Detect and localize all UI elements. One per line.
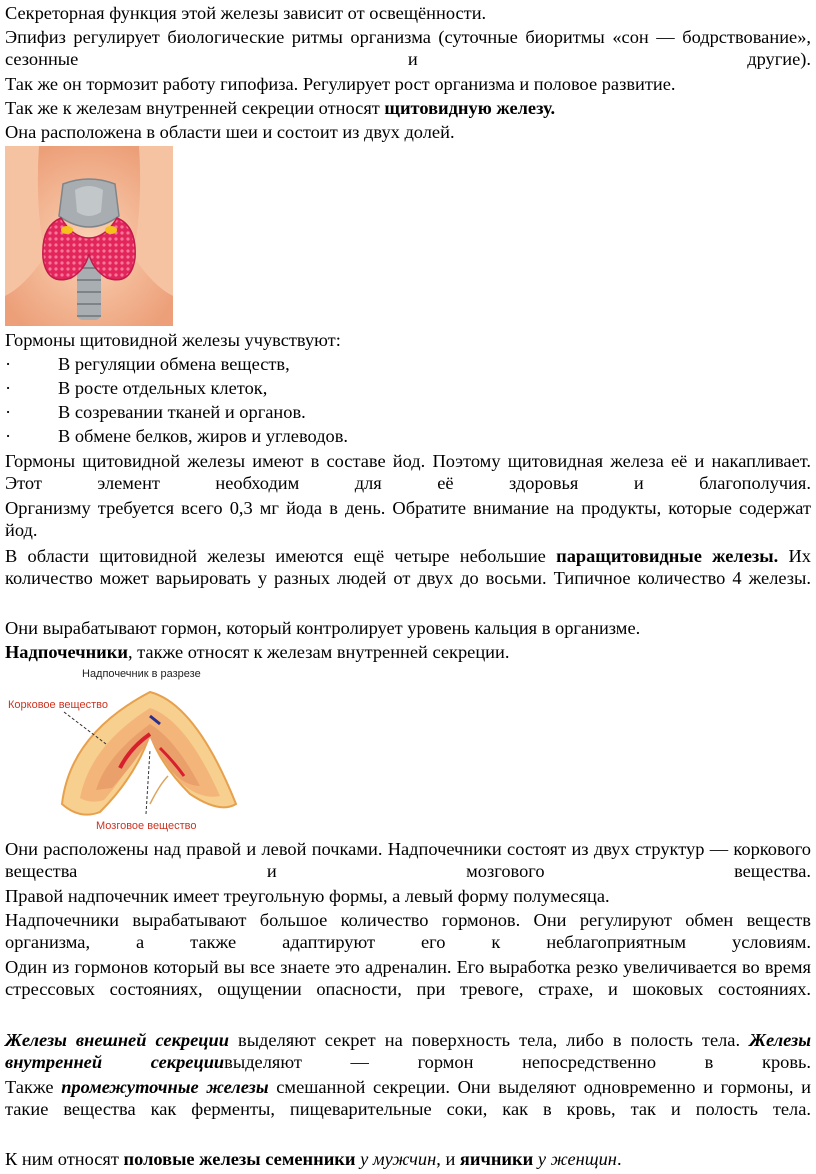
paragraph-adrenal-shape: Правой надпочечник имеет треугольную формы, а левый форму полумесяца. — [5, 886, 610, 906]
label-medulla: Мозговое вещество — [96, 820, 197, 832]
paragraph-pineal-light: Секреторная функция этой железы зависит от освещённости. — [5, 3, 487, 23]
thyroid-illustration — [5, 146, 173, 326]
list-item: · В росте отдельных клеток, — [5, 378, 268, 398]
adrenal-illustration — [0, 664, 250, 834]
paragraph-calcium: Они вырабатывают гормон, который контролирует уровень кальция в организме. — [5, 618, 641, 638]
paragraph-iodine-dose: Организму требуется всего 0,3 мг йода в день. Обратите внимание на продукты, которые содержат йод. — [5, 498, 811, 541]
paragraph-adrenal-location: Они расположены над правой и левой почками. Надпочечники состоят из двух структур — коркового вещества и мозгового вещества. — [5, 839, 811, 882]
list-item: · В регуляции обмена веществ, — [5, 354, 290, 374]
paragraph-thyroid-hormones: Гормоны щитовидной железы учувствуют: — [5, 330, 341, 350]
paragraph-adrenal-hormones: Надпочечники вырабатывают большое количество гормонов. Они регулируют обмен веществ организма, а также адаптируют его к неблагоприятным условиям. — [5, 910, 811, 953]
paragraph-adrenaline: Один из гормонов который вы все знаете это адреналин. Его выработка резко увеличивается во время стрессовых состояниях, ощущении опасности, при тревоге, страхе, и шоковых состояниях. — [5, 957, 811, 1000]
paragraph-sex-glands: К ним относят половые железы семенники у мужчин, и яичники у женщин. — [5, 1149, 622, 1169]
list-item: · В обмене белков, жиров и углеводов. — [5, 426, 349, 446]
paragraph-thyroid-location: Она расположена в области шеи и состоит из двух долей. — [5, 122, 455, 142]
list-item: · В созревании тканей и органов. — [5, 402, 306, 422]
paragraph-epiphysis-rhythms: Эпифиз регулирует биологические ритмы организма (суточные биоритмы «сон — бодрствование», сезонные и другие). — [5, 27, 811, 70]
label-cortex: Корковое вещество — [8, 699, 108, 711]
paragraph-pituitary: Так же он тормозит работу гипофиза. Регулирует рост организма и половое развитие. — [5, 74, 676, 94]
paragraph-thyroid-intro: Так же к железам внутренней секреции относят щитовидную железу. — [5, 98, 556, 118]
figure-title: Надпочечник в разрезе — [82, 668, 201, 680]
paragraph-mixed-glands: Также промежуточные железы смешанной секреции. Они выделяют одновременно и гормоны, и такие вещества как ферменты, пищеварительные соки, как в кровь, так и полость тела. — [5, 1077, 811, 1120]
adrenal-section-drawing — [0, 664, 250, 834]
paragraph-parathyroid: В области щитовидной железы имеются ещё четыре небольшие паращитовидные железы. Их количество может варьировать у разных людей от двух до восьми. Типичное количество 4 железы. — [5, 546, 811, 589]
paragraph-iodine: Гормоны щитовидной железы имеют в составе йод. Поэтому щитовидная железа её и накапливает. Этот элемент необходим для её здоровья и благополучия. — [5, 451, 811, 494]
paragraph-adrenal-intro: Надпочечники, также относят к железам внутренней секреции. — [5, 642, 510, 662]
paragraph-gland-types: Железы внешней секреции выделяют секрет на поверхность тела, либо в полость тела. Железы внутренней секрециивыделяют — гормон непосредственно в кровь. — [5, 1030, 811, 1073]
